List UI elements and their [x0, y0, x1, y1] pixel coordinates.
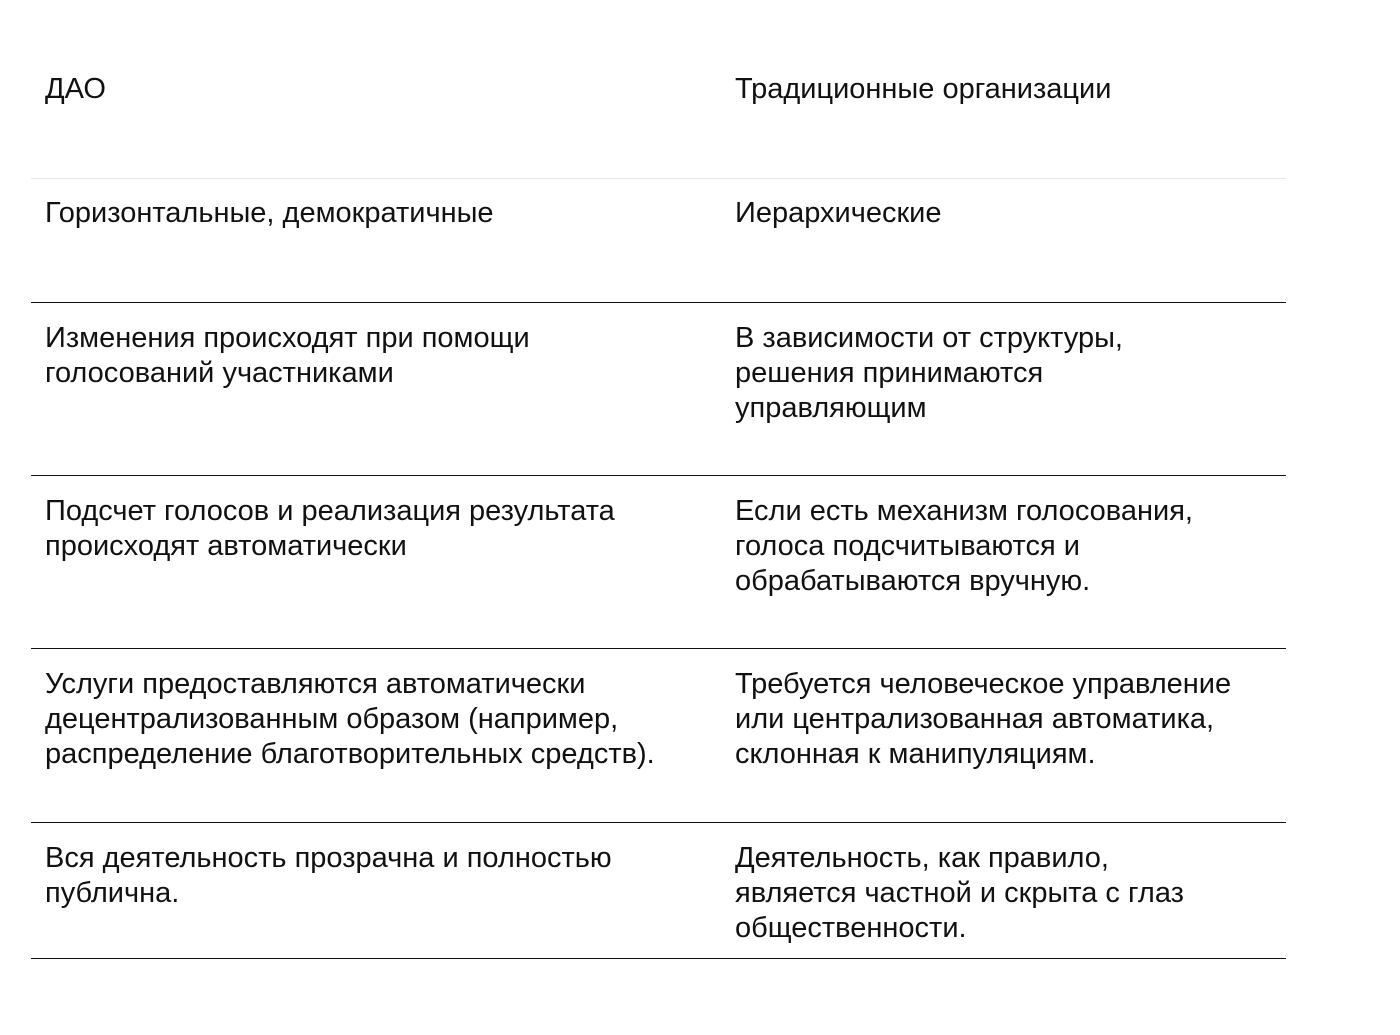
- row-cell-traditional: [735, 841, 1184, 946]
- cell-line: В зависимости от структуры,: [735, 322, 1123, 354]
- cell-line: Вся деятельность прозрачна и полностью: [45, 842, 612, 874]
- cell-line: склонная к манипуляциям.: [735, 738, 1096, 770]
- row-cell-dao: [45, 667, 655, 772]
- header-cell-dao: [45, 72, 106, 107]
- row-cell-dao: [45, 841, 612, 911]
- row-cell-dao: [45, 196, 494, 231]
- cell-line: распределение благотворительных средств).: [45, 738, 655, 770]
- cell-line: обрабатываются вручную.: [735, 565, 1091, 597]
- table-bottom-border: [31, 958, 1286, 959]
- cell-line: Подсчет голосов и реализация результата: [45, 495, 615, 527]
- cell-line: голоса подсчитываются и: [735, 530, 1080, 562]
- row-cell-dao: [45, 321, 530, 391]
- cell-line: децентрализованным образом (например,: [45, 703, 619, 735]
- row-divider: [31, 648, 1286, 649]
- row-divider: [31, 302, 1286, 303]
- row-cell-traditional: [735, 494, 1193, 599]
- cell-line: решения принимаются: [735, 357, 1044, 389]
- cell-line: Изменения происходят при помощи: [45, 322, 530, 354]
- header-cell-traditional: [735, 72, 1111, 107]
- cell-line: публична.: [45, 877, 180, 909]
- header-text-dao: ДАО: [45, 73, 106, 105]
- row-cell-dao: [45, 494, 615, 564]
- cell-line: Требуется человеческое управление: [735, 668, 1232, 700]
- row-cell-traditional: [735, 321, 1123, 426]
- cell-line: Деятельность, как правило,: [735, 842, 1109, 874]
- cell-line: является частной и скрыта с глаз: [735, 877, 1184, 909]
- row-divider: [31, 475, 1286, 476]
- cell-line: Если есть механизм голосования,: [735, 495, 1193, 527]
- cell-line: или централизованная автоматика,: [735, 703, 1215, 735]
- cell-line: Услуги предоставляются автоматически: [45, 668, 586, 700]
- header-text-traditional: Традиционные организации: [735, 73, 1112, 105]
- cell-line: Горизонтальные, демократичные: [45, 197, 494, 229]
- cell-line: голосований участниками: [45, 357, 394, 389]
- cell-line: Иерархические: [735, 197, 942, 229]
- cell-line: управляющим: [735, 392, 927, 424]
- cell-line: происходят автоматически: [45, 530, 407, 562]
- header-divider: [31, 178, 1286, 179]
- cell-line: общественности.: [735, 912, 967, 944]
- row-cell-traditional: [735, 667, 1231, 772]
- row-divider: [31, 822, 1286, 823]
- row-cell-traditional: [735, 196, 941, 231]
